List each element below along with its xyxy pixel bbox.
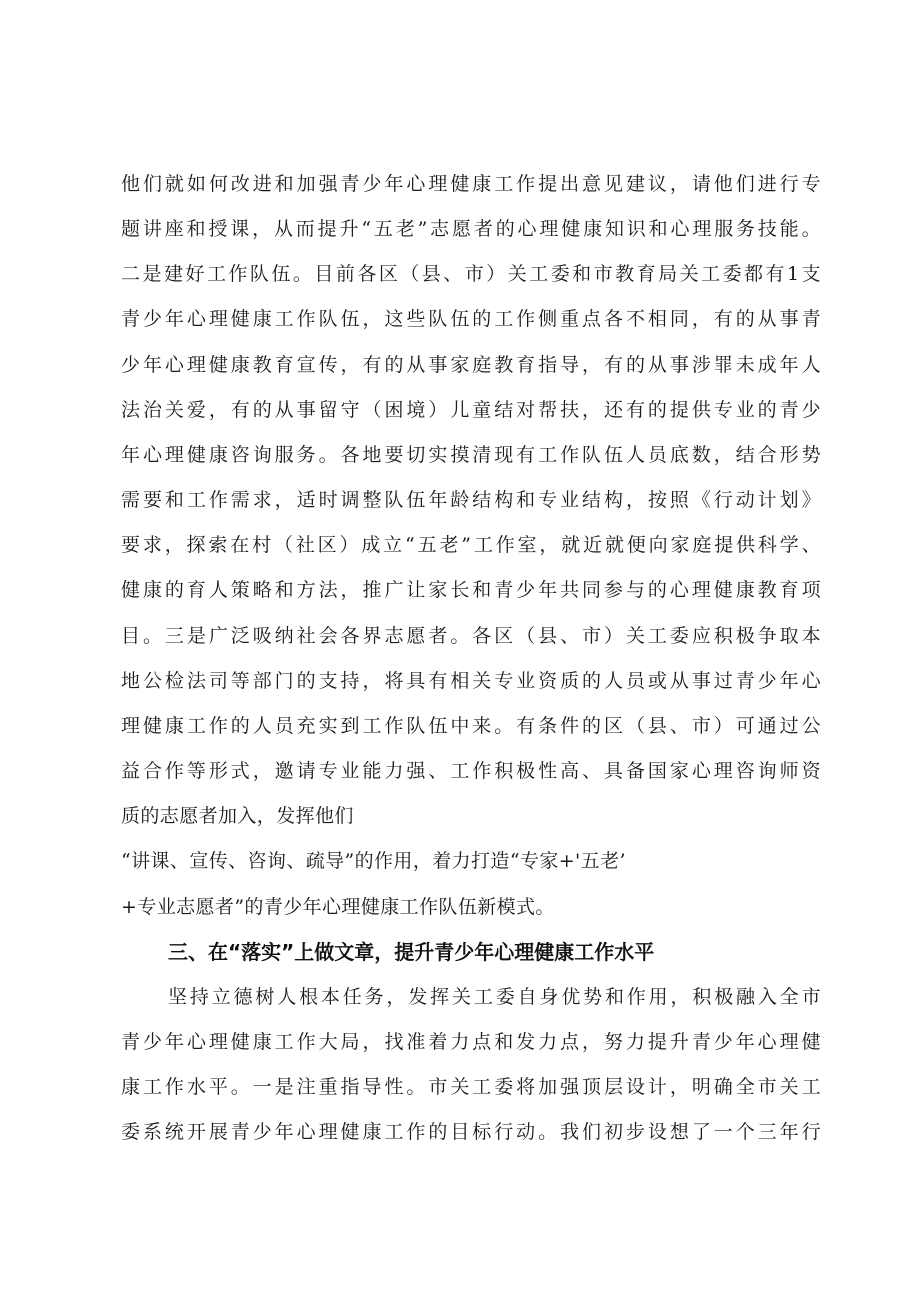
body-line: 需要和工作需求，适时调整队伍年龄结构和专业结构，按照《行动计划》: [121, 489, 821, 511]
body-line: 理健康工作的人员充实到工作队伍中来。有条件的区（县、市）可通过公: [121, 715, 821, 737]
body-line: 坚持立德树人根本任务，发挥关工委自身优势和作用，积极融入全市: [168, 986, 821, 1008]
body-line: 质的志愿者加入，发挥他们: [121, 805, 354, 827]
body-line: 康工作水平。一是注重指导性。市关工委将加强顶层设计，明确全市关工: [121, 1076, 821, 1098]
body-line: 青少年心理健康工作大局，找准着力点和发力点，努力提升青少年心理健: [121, 1031, 821, 1053]
body-line: 地公检法司等部门的支持，将具有相关专业资质的人员或从事过青少年心: [121, 670, 821, 692]
body-line: 青少年心理健康工作队伍，这些队伍的工作侧重点各不相同，有的从事青: [121, 308, 821, 330]
body-line: 要求，探索在村（社区）成立“五老”工作室，就近就便向家庭提供科学、: [121, 534, 821, 556]
section-heading: 三、在“落实”上做文章，提升青少年心理健康工作水平: [168, 940, 655, 964]
body-line: 目。三是广泛吸纳社会各界志愿者。各区（县、市）关工委应积极争取本: [121, 625, 821, 647]
body-line: “讲课、宣传、咨询、疏导”的作用，着力打造“专家+'五老’: [121, 850, 626, 872]
body-line: 年心理健康咨询服务。各地要切实摸清现有工作队伍人员底数，结合形势: [121, 444, 821, 466]
body-line: 法治关爱，有的从事留守（困境）儿童结对帮扶，还有的提供专业的青少: [121, 399, 821, 421]
body-line: 他们就如何改进和加强青少年心理健康工作提出意见建议，请他们进行专: [121, 173, 821, 195]
body-line: 题讲座和授课，从而提升“五老”志愿者的心理健康知识和心理服务技能。: [121, 218, 821, 240]
body-line: 委系统开展青少年心理健康工作的目标行动。我们初步设想了一个三年行: [121, 1121, 821, 1143]
body-line: 少年心理健康教育宣传，有的从事家庭教育指导，有的从事涉罪未成年人: [121, 354, 821, 376]
body-line: 益合作等形式，邀请专业能力强、工作积极性高、具备国家心理咨询师资: [121, 760, 821, 782]
body-line: 二是建好工作队伍。目前各区（县、市）关工委和市教育局关工委都有1支: [121, 263, 821, 285]
body-line: 健康的育人策略和方法，推广让家长和青少年共同参与的心理健康教育项: [121, 579, 821, 601]
body-line: +专业志愿者”的青少年心理健康工作队伍新模式。: [121, 896, 555, 918]
